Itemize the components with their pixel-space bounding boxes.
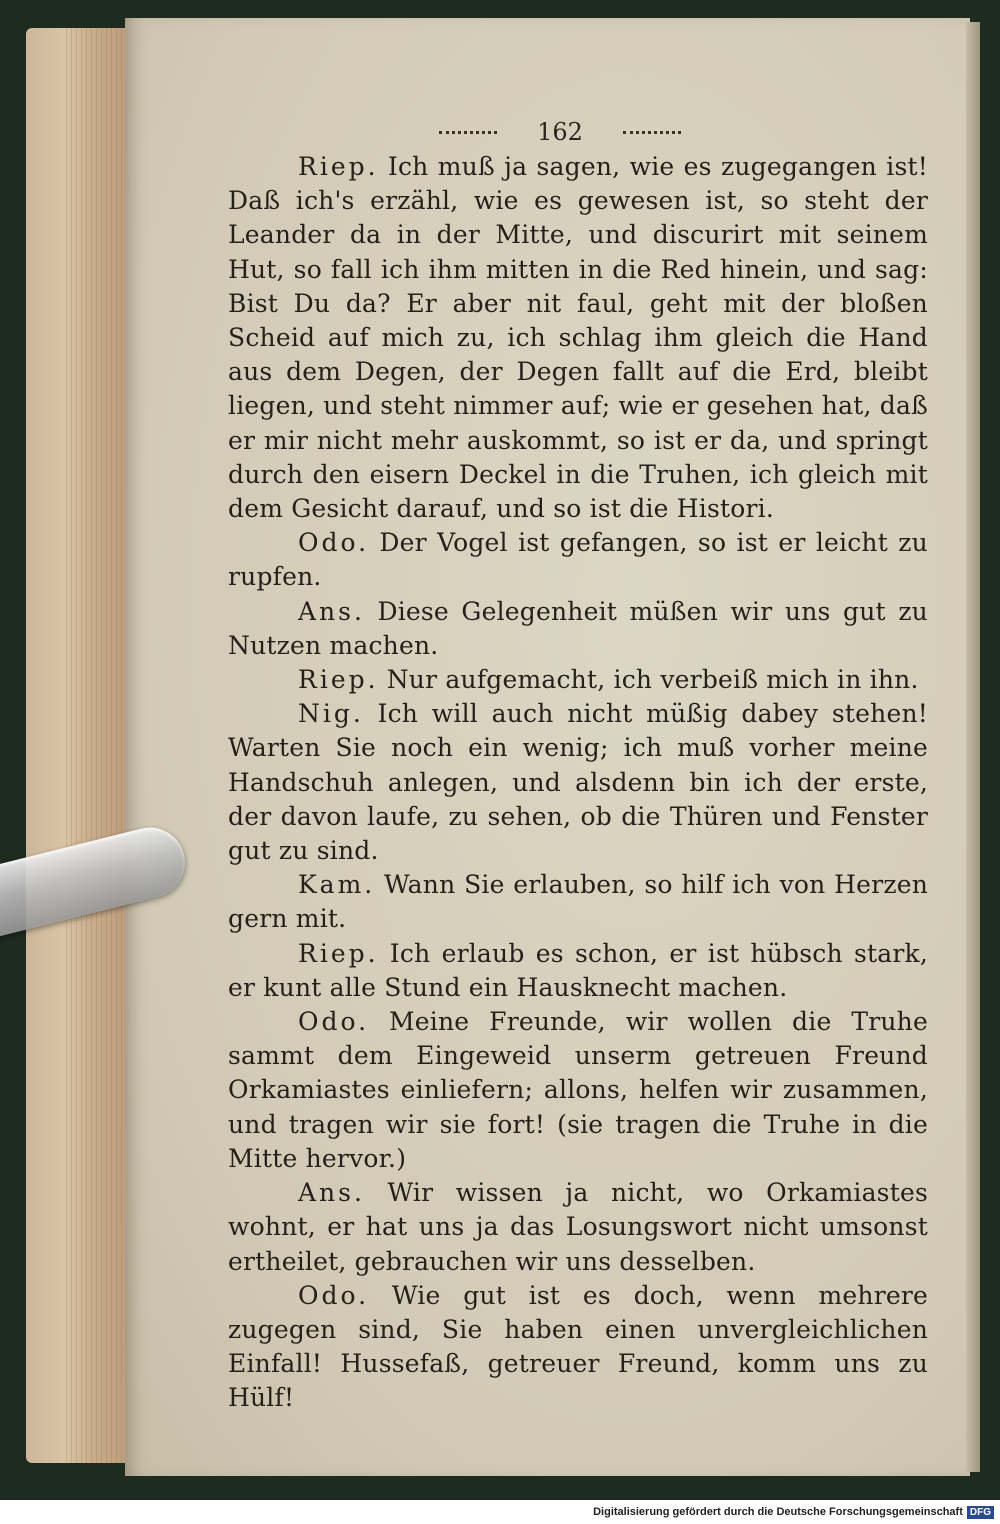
dialogue-paragraph <box>228 663 928 697</box>
speaker-name: Odo. <box>298 1280 370 1310</box>
page-number: 162 <box>537 118 583 146</box>
funding-credit: Digitalisierung gefördert durch die Deutsche Forschungsgemeinschaft <box>593 1506 963 1518</box>
dialogue-paragraph <box>228 697 928 868</box>
dialogue-text: Diese Gelegenheit müßen wir uns gut zu Nutzen machen. <box>228 596 928 660</box>
page-text <box>228 150 928 1416</box>
speaker-name: Odo. <box>298 528 370 558</box>
closed-page-edges <box>26 28 136 1463</box>
dialogue-paragraph <box>228 868 928 936</box>
dialogue-paragraph <box>228 526 928 594</box>
speaker-name: Ans. <box>298 1178 365 1208</box>
dialogue-text: Wann Sie erlauben, so hilf ich von Herzen gern mit. <box>228 870 928 934</box>
dialogue-text: Wir wissen ja nicht, wo Orkamiastes wohnt, er hat uns ja das Losungswort nicht umsonst ertheilet, gebrauchen wir uns desselben. <box>228 1178 928 1276</box>
dialogue-paragraph <box>228 1005 928 1176</box>
speaker-name: Riep. <box>298 152 379 181</box>
speaker-name: Riep. <box>298 665 379 695</box>
page-right-edge <box>966 22 980 1472</box>
dialogue-text: Wie gut ist es doch, wenn mehrere zugegen sind, Sie haben einen unvergleichlichen Einfall! Hussefaß, getreuer Freund, komm uns zu Hülf! <box>228 1280 928 1413</box>
page-header <box>390 112 730 152</box>
dialogue-text: Der Vogel ist gefangen, so ist er leicht zu rupfen. <box>228 528 928 592</box>
dialogue-paragraph <box>228 1279 928 1416</box>
speaker-name: Kam. <box>298 870 376 900</box>
header-rule-left <box>439 131 497 134</box>
speaker-name: Odo. <box>298 1007 370 1037</box>
dfg-logo: DFG <box>967 1506 994 1519</box>
speaker-name: Ans. <box>298 596 365 626</box>
dialogue-text: Ich will auch nicht müßig dabey stehen! Warten Sie noch ein wenig; ich muß vorher meine Handschuh anlegen, und alsdenn bin ich der erste, der davon laufe, zu sehen, ob die Thüren und Fenster gut zu sind. <box>228 699 928 866</box>
dialogue-paragraph <box>228 150 928 526</box>
digitization-footer <box>0 1500 1000 1524</box>
dialogue-text: Meine Freunde, wir wollen die Truhe sammt dem Eingeweid unserm getreuen Freund Orkamiastes einliefern; allons, helfen wir zusammen, und tragen wir sie fort! (sie tragen die Truhe in die Mitte hervor.) <box>228 1007 928 1173</box>
dialogue-text: Ich muß ja sagen, wie es zugegangen ist! Daß ich's erzähl, wie es gewesen ist, so steht der Leander da in der Mitte, und discurirt mit seinem Hut, so fall ich ihm mitten in die Red hinein, und sag: Bist Du da? Er aber nit faul, geht mit der bloßen Scheid auf mich zu, ich schlag ihm gleich die Hand aus dem Degen, der Degen fallt auf die Erd, bleibt liegen, und steht nimmer auf; wie er gesehen hat, daß er mir nicht mehr auskommt, so ist er da, und springt durch den eisern Deckel in die Truhen, ich gleich mit dem Gesicht darauf, und so ist die Histori. <box>228 152 929 524</box>
dialogue-paragraph <box>228 1176 928 1279</box>
speaker-name: Nig. <box>298 699 364 729</box>
dialogue-paragraph <box>228 595 928 663</box>
dialogue-text: Ich erlaub es schon, er ist hübsch stark, er kunt alle Stund ein Hausknecht machen. <box>228 938 929 1002</box>
dialogue-paragraph <box>228 937 928 1005</box>
dialogue-text: Nur aufgemacht, ich verbeiß mich in ihn. <box>386 665 919 695</box>
header-rule-right <box>623 131 681 134</box>
speaker-name: Riep. <box>298 938 379 968</box>
